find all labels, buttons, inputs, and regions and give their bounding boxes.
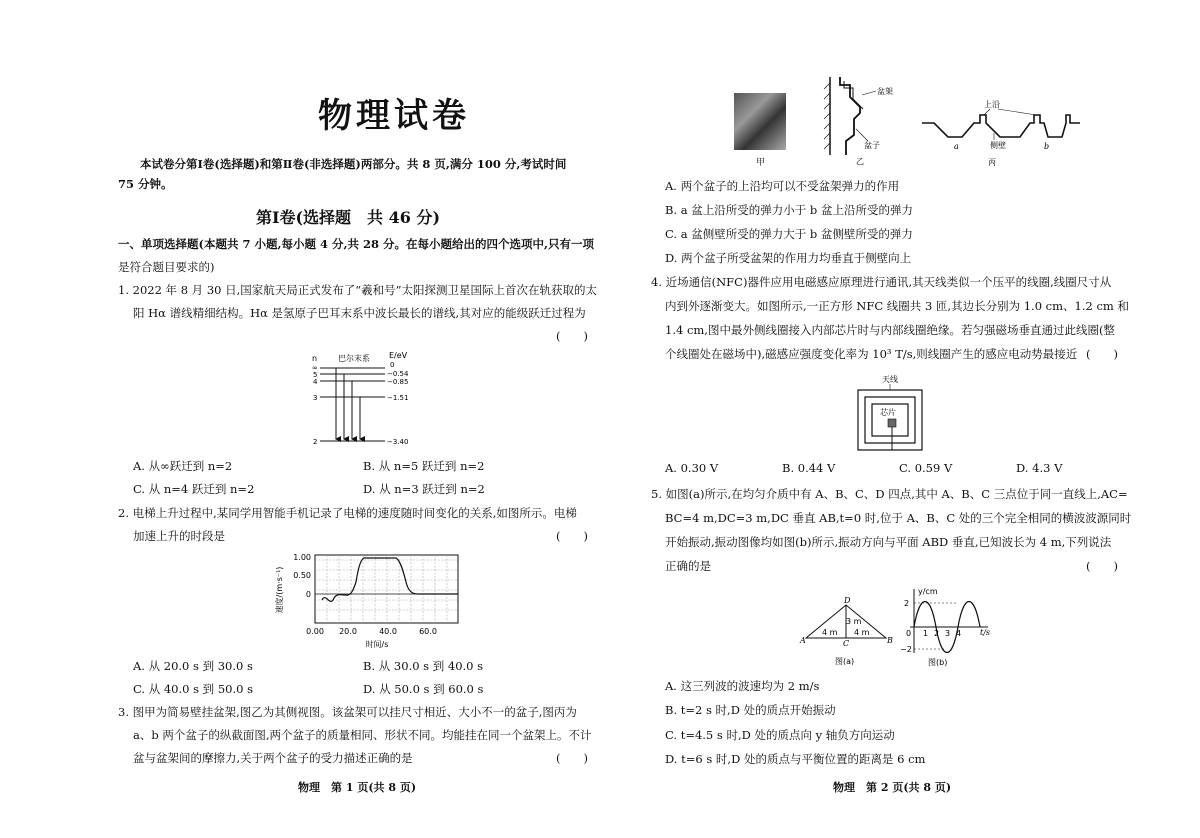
- question-2-text: 2. 电梯上升过程中,某同学用智能手机记录了电梯的速度随时间变化的关系,如图所示。电梯: [118, 506, 577, 520]
- velocity-time-chart: [268, 548, 468, 652]
- footer-page-1: 物理 第 1 页(共 8 页): [298, 781, 417, 794]
- q5-option-b: B. t=2 s 时,D 处的质点开始振动: [665, 703, 836, 717]
- x-tick: 40.0: [379, 627, 397, 636]
- label-b: b: [1044, 142, 1050, 151]
- label-pointer: [856, 129, 868, 141]
- q4-option-a: A. 0.30 V: [665, 461, 719, 475]
- rack-side-view: [820, 75, 900, 170]
- y-tick: 0.50: [293, 571, 311, 580]
- question-5-text: 5. 如图(a)所示,在均匀介质中有 A、B、C、D 四点,其中 A、B、C 三点位于同一直线上,AC=: [651, 487, 1128, 501]
- section1-heading: 是符合题目要求的): [118, 260, 215, 274]
- y-axis-label: y/cm: [918, 587, 938, 596]
- answer-paren: ( ): [556, 751, 588, 765]
- q3-option-c: C. a 盆侧壁所受的弹力大于 b 盆侧壁所受的弹力: [665, 227, 913, 241]
- q1-option-d: D. 从 n=3 跃迁到 n=2: [363, 482, 485, 496]
- t-tick: 3: [945, 629, 951, 638]
- fig-b-label: 图(b): [928, 658, 948, 667]
- chart-grid: [315, 555, 458, 623]
- level-e: −3.40: [387, 438, 409, 446]
- level-n: 3: [313, 394, 318, 402]
- label-shangyan: 上沿: [984, 100, 1000, 109]
- question-1-text: 1. 2022 年 8 月 30 日,国家航天局正式发布了“羲和号”太阳探测卫星国际上首次在轨获取的太: [118, 283, 598, 297]
- q5-option-c: C. t=4.5 s 时,D 处的质点向 y 轴负方向运动: [665, 728, 895, 742]
- energy-label: E/eV: [389, 351, 408, 360]
- answer-paren: ( ): [556, 329, 588, 343]
- q4-option-c: C. 0.59 V: [899, 461, 953, 475]
- y-axis-label: 速度/(m·s⁻¹): [275, 566, 284, 614]
- label-antenna: 天线: [882, 375, 898, 384]
- question-3-text: a、b 两个盆子的纵截面图,两个盆子的质量相同、形状不同。均能挂在同一个盆架上。不计: [133, 728, 592, 742]
- fig-label-jia: 甲: [756, 158, 766, 168]
- y-tick: 2: [904, 599, 910, 608]
- label-penjia: 盆架: [877, 87, 893, 96]
- y-tick: 1.00: [293, 553, 311, 562]
- part1-title: 第Ⅰ卷(选择题 共 46 分): [256, 208, 441, 227]
- label-pointer: [862, 91, 876, 95]
- question-3-text: 3. 图甲为简易壁挂盆架,图乙为其侧视图。该盆架可以挂尺寸相近、大小不一的盆子,图丙为: [118, 705, 577, 719]
- q4-option-b: B. 0.44 V: [782, 461, 836, 475]
- label-cebi: 侧壁: [990, 141, 1006, 150]
- question-1-text: 阳 Hα 谱线精细结构。Hα 是氢原子巴耳末系中波长最长的谱线,其对应的能级跃迁过程为: [133, 306, 586, 320]
- y-tick: −2: [900, 645, 912, 654]
- level-n: 4: [313, 378, 318, 386]
- answer-paren: ( ): [556, 529, 588, 543]
- point-a: A: [800, 636, 806, 645]
- rack-profile: [840, 77, 860, 155]
- point-b: B: [887, 636, 893, 645]
- length-ac: 4 m: [822, 628, 838, 637]
- answer-paren: ( ): [1086, 347, 1118, 361]
- point-d: D: [844, 596, 851, 605]
- question-4-text: 内到外逐渐变大。如图所示,一正方形 NFC 线圈共 3 匝,其边长分别为 1.0 cm、1.2 cm 和: [665, 299, 1129, 313]
- label-a: a: [954, 142, 959, 151]
- basin-a-left: [922, 123, 978, 137]
- figure-a-triangle: [796, 593, 896, 668]
- level-n: ∞: [312, 364, 318, 372]
- fig-label-yi: 乙: [856, 157, 864, 166]
- t-tick: 1: [923, 629, 929, 638]
- footer-page-2: 物理 第 2 页(共 8 页): [833, 781, 952, 794]
- series-label: 巴尔末系: [338, 354, 370, 363]
- q2-option-b: B. 从 30.0 s 到 40.0 s: [363, 659, 484, 673]
- basin-cross-section: [918, 95, 1098, 167]
- t-tick: 4: [956, 629, 962, 638]
- wall-hatch: [824, 83, 830, 149]
- x-tick: 20.0: [339, 627, 357, 636]
- intro-text: 75 分钟。: [118, 177, 173, 191]
- question-4-text: 1.4 cm,图中最外侧线圈接入内部芯片时与内部线圈绝缘。若匀强磁场垂直通过此线圈(整: [665, 323, 1115, 337]
- length-dc: 3 m: [846, 617, 862, 626]
- t-tick: 2: [934, 629, 940, 638]
- question-3-text: 盆与盆架间的摩擦力,关于两个盆子的受力描述正确的是: [133, 751, 413, 765]
- label-pointer: [984, 109, 990, 115]
- level-e: −1.51: [387, 394, 409, 402]
- question-4-text: 个线圈处在磁场中),磁感应强度变化率为 10³ T/s,则线圈产生的感应电动势最接近: [665, 347, 1078, 361]
- q1-option-c: C. 从 n=4 跃迁到 n=2: [133, 482, 255, 496]
- q3-option-b: B. a 盆上沿所受的弹力小于 b 盆上沿所受的弹力: [665, 203, 913, 217]
- label-chip: 芯片: [880, 408, 896, 417]
- x-tick: 60.0: [419, 627, 437, 636]
- q4-option-d: D. 4.3 V: [1016, 461, 1063, 475]
- fig-label-bing: 丙: [988, 158, 996, 167]
- nfc-coil-diagram: [852, 372, 932, 454]
- label-pointer: [998, 109, 1036, 115]
- figure-b-vibration-graph: [900, 585, 1000, 670]
- question-2-text: 加速上升的时段是: [133, 529, 225, 543]
- section1-heading-text: 一、单项选择题(本题共 7 小题,每小题 4 分,共 28 分。在每小题给出的四个选项中,只有一项: [118, 237, 594, 251]
- level-n: 2: [313, 438, 318, 446]
- level-e: 0: [390, 361, 395, 369]
- q5-option-a: A. 这三列波的波速均为 2 m/s: [665, 679, 820, 693]
- energy-level-diagram: [300, 350, 430, 450]
- q2-option-c: C. 从 40.0 s 到 50.0 s: [133, 682, 253, 696]
- question-5-text: 正确的是: [665, 559, 711, 573]
- q1-option-a: A. 从∞跃迁到 n=2: [133, 459, 233, 473]
- q2-option-a: A. 从 20.0 s 到 30.0 s: [133, 659, 253, 673]
- section1-heading: [118, 237, 594, 252]
- x-axis-label: 时间/s: [365, 640, 389, 649]
- question-4-text: 4. 近场通信(NFC)器件应用电磁感应原理进行通讯,其天线类似一个压平的线圈,线圈尺寸从: [651, 275, 1112, 289]
- t-axis-label: t/s: [980, 628, 991, 637]
- basin-b-profile: [978, 115, 1080, 137]
- level-e: −0.85: [387, 378, 409, 386]
- q3-option-a: A. 两个盆子的上沿均可以不受盆架弹力的作用: [665, 179, 900, 193]
- x-tick: 0.00: [306, 627, 324, 636]
- label-penzi: 盆子: [864, 141, 880, 150]
- point-c: C: [843, 639, 850, 648]
- level-n: 5: [313, 371, 318, 379]
- q1-option-b: B. 从 n=5 跃迁到 n=2: [363, 459, 485, 473]
- y-tick: 0: [906, 629, 912, 638]
- intro-text: 本试卷分第Ⅰ卷(选择题)和第Ⅱ卷(非选择题)两部分。共 8 页,满分 100 分,考试时间: [140, 157, 567, 171]
- q2-option-d: D. 从 50.0 s 到 60.0 s: [363, 682, 484, 696]
- fig-a-label: 图(a): [835, 657, 855, 666]
- q3-option-d: D. 两个盆子所受盆架的作用力均垂直于侧壁向上: [665, 251, 912, 265]
- question-5-text: 开始振动,振动图像均如图(b)所示,振动方向与平面 ABD 垂直,已知波长为 4 m,下列说法: [665, 535, 1112, 549]
- page-title: 物理试卷: [318, 96, 470, 136]
- y-tick: 0: [305, 590, 311, 599]
- level-e: −0.54: [387, 370, 409, 378]
- chip-icon: [888, 419, 896, 427]
- n-label: n: [312, 354, 318, 363]
- chart-frame: [315, 555, 458, 623]
- basin-rack-photo: [734, 93, 786, 150]
- q5-option-d: D. t=6 s 时,D 处的质点与平衡位置的距离是 6 cm: [665, 752, 926, 766]
- answer-paren: ( ): [1086, 559, 1118, 573]
- question-5-text: BC=4 m,DC=3 m,DC 垂直 AB,t=0 时,位于 A、B、C 处的三个完全相同的横波波源同时: [665, 511, 1132, 525]
- length-cb: 4 m: [854, 628, 870, 637]
